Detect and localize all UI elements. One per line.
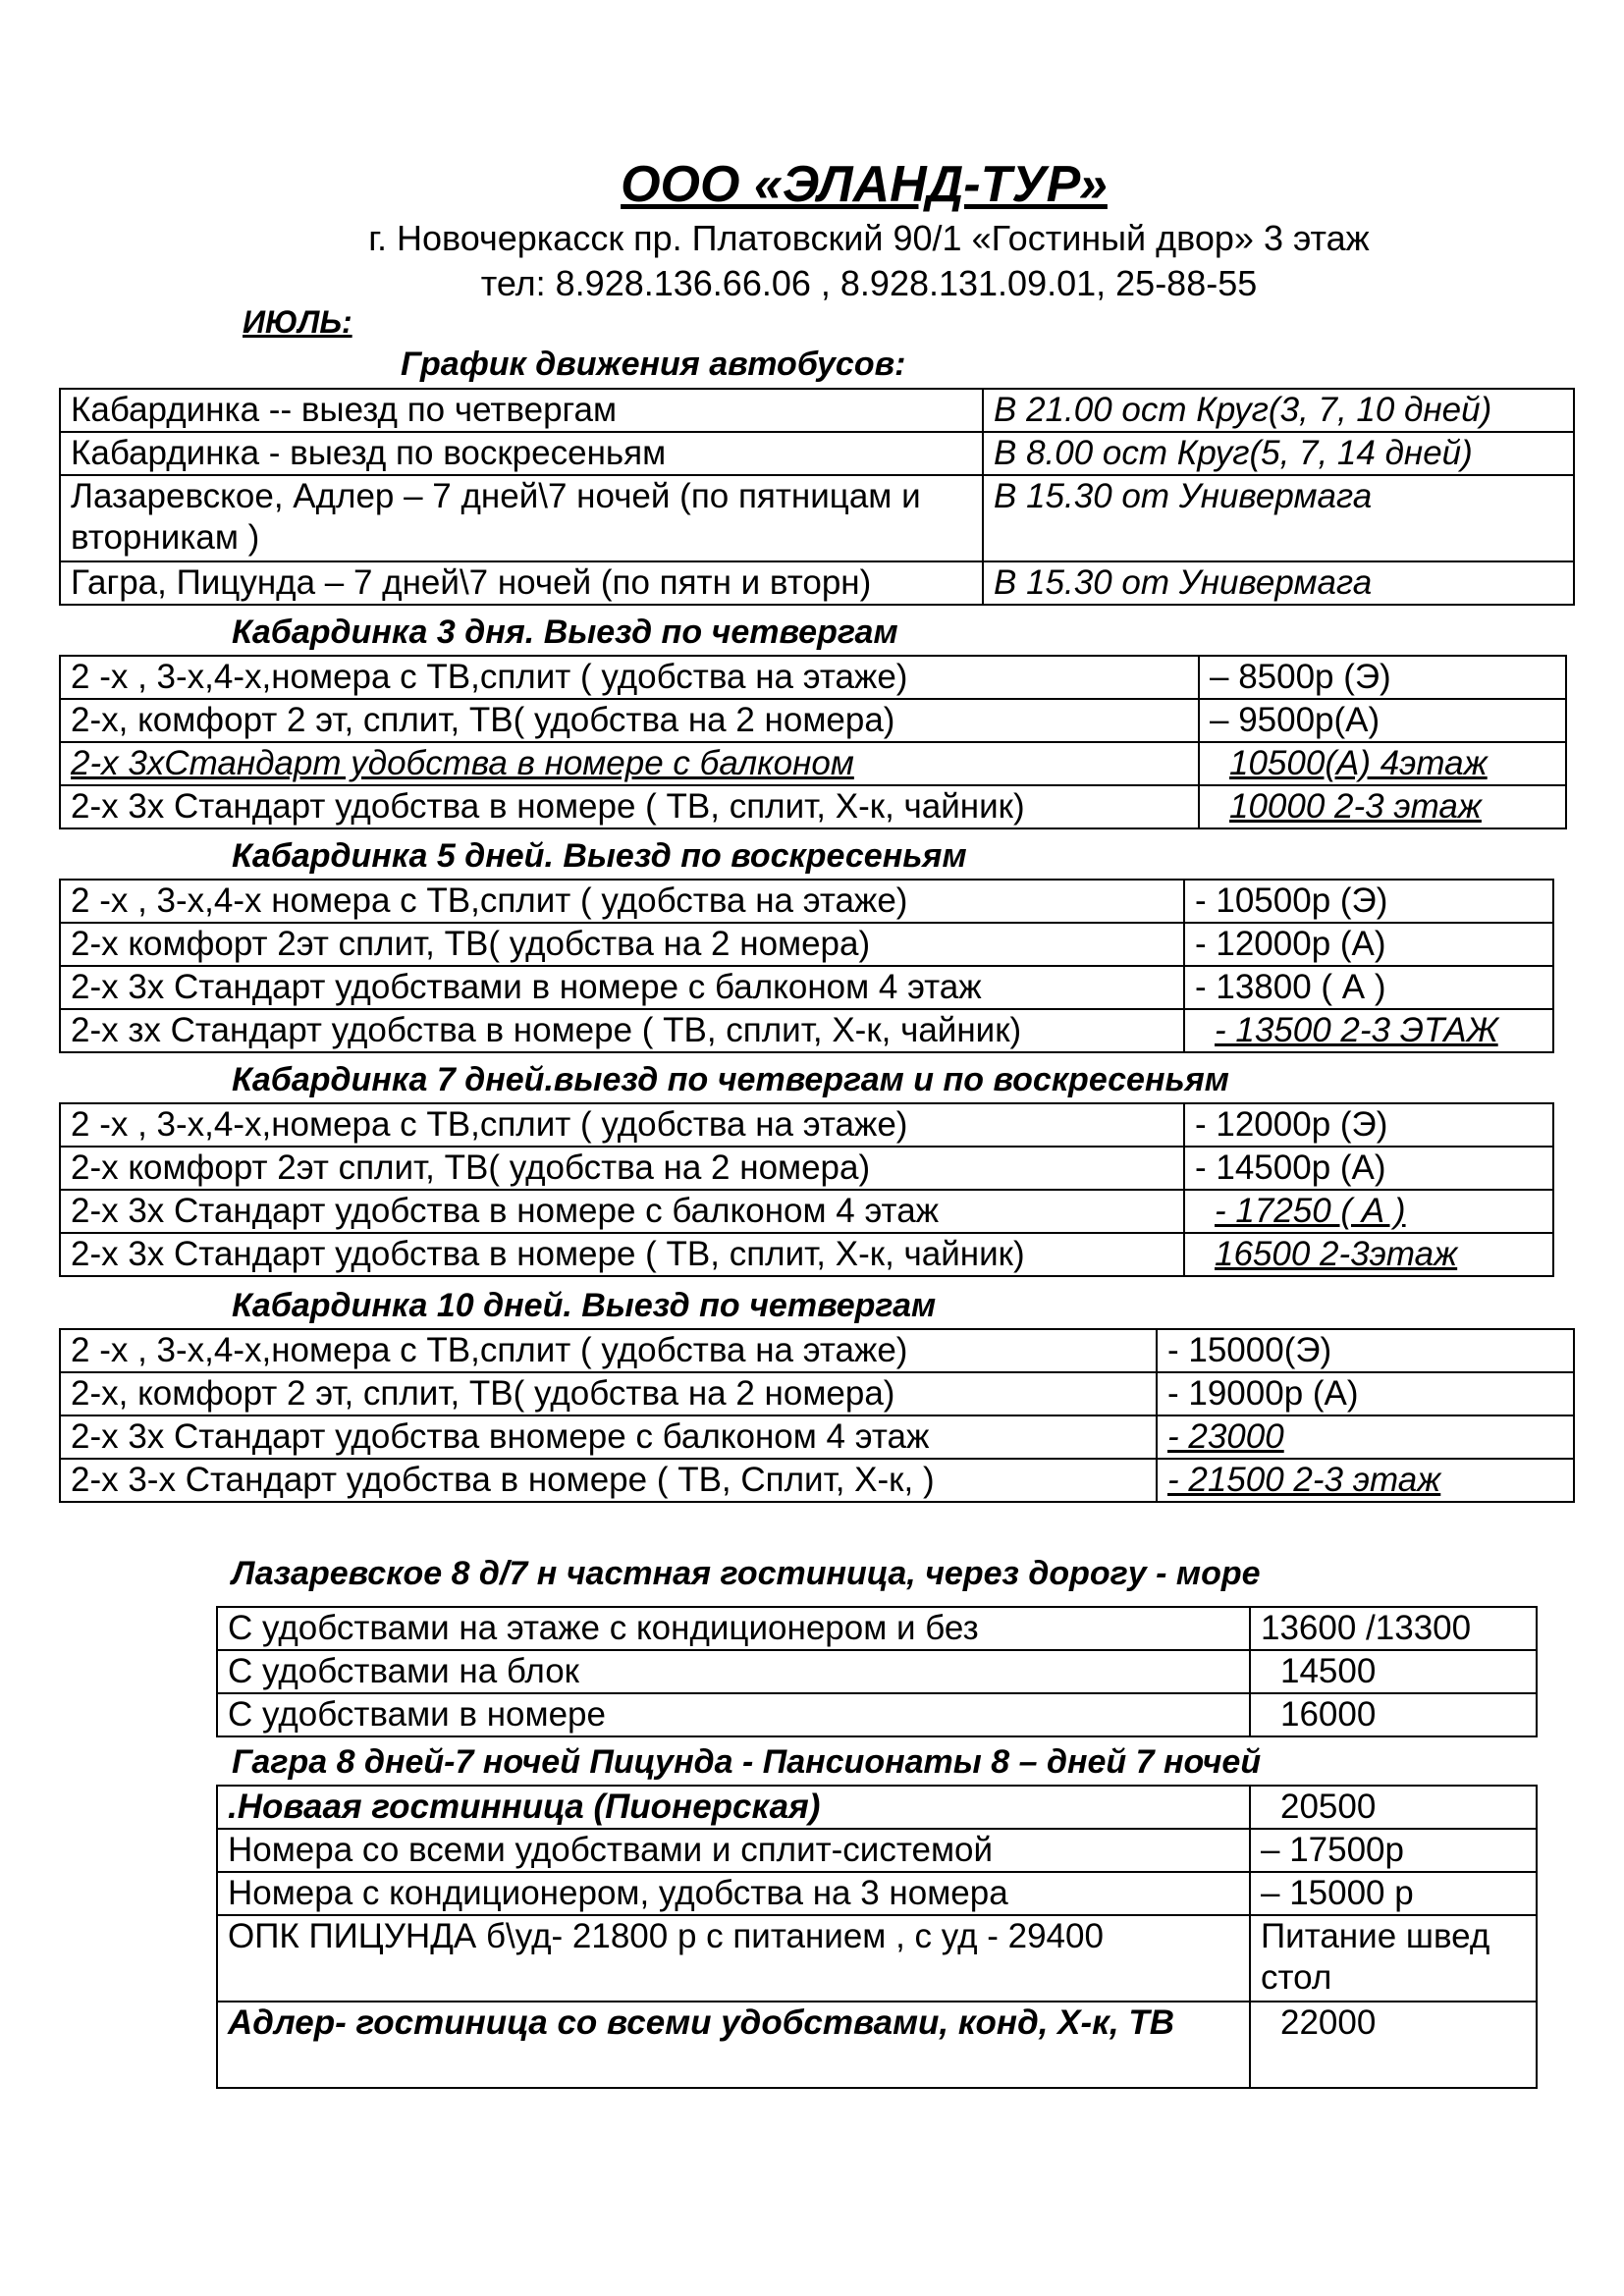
table-row [60,1459,1574,1502]
room-cell: 2-х, комфорт 2 эт, сплит, ТВ( удобства на 2 номера) [60,699,1199,742]
section-title-kab5: Кабардинка 5 дней. Выезд по воскресеньям [232,837,967,875]
price-cell: – 15000 р [1250,1872,1537,1915]
price-cell: - 17250 ( А ) [1184,1190,1553,1233]
price-cell: 16000 [1250,1693,1537,1736]
table-row [60,1415,1574,1459]
schedule-title: График движения автобусов: [401,346,906,383]
table-row [60,1372,1574,1415]
room-cell: 2-х комфорт 2эт сплит, ТВ( удобства на 2 номера) [60,1147,1184,1190]
table-row [217,1829,1537,1872]
table-row [60,742,1566,785]
table-row [217,1915,1537,2002]
room-cell: 2-х 3хСтандарт удобства в номере с балконом [60,742,1199,785]
price-cell: 10500(А) 4этаж [1199,742,1566,785]
price-table-kab5 [59,879,1554,1053]
time-cell: В 8.00 ост Круг(5, 7, 14 дней) [983,432,1574,475]
section-title-kab7: Кабардинка 7 дней.выезд по четвергам и по воскресеньям [232,1061,1229,1098]
table-row [217,1650,1537,1693]
price-table-kab3 [59,655,1567,829]
table-row [60,966,1553,1009]
price-cell: 14500 [1250,1650,1537,1693]
time-cell: В 15.30 от Универмага [983,475,1574,561]
price-cell: - 12000р (А) [1184,923,1553,966]
room-cell: 2-х 3х Стандарт удобства в номере с балконом 4 этаж [60,1190,1184,1233]
price-table-gagra [216,1785,1538,2089]
table-row [60,923,1553,966]
price-cell: – 17500р [1250,1829,1537,1872]
table-row [60,561,1574,605]
schedule-table [59,388,1575,606]
time-cell: В 15.30 от Универмага [983,561,1574,605]
price-cell: – 9500р(А) [1199,699,1566,742]
price-cell: 13600 /13300 [1250,1607,1537,1650]
room-cell: 2 -х , 3-х,4-х номера с ТВ,сплит ( удобства на этаже) [60,880,1184,923]
price-cell: 16500 2-3этаж [1184,1233,1553,1276]
price-cell: - 10500р (Э) [1184,880,1553,923]
company-title: ООО «ЭЛАНД-ТУР» [621,156,1108,213]
price-table-kab7 [59,1102,1554,1277]
price-cell: - 15000(Э) [1157,1329,1574,1372]
table-row [60,1009,1553,1052]
price-cell: - 23000 [1157,1415,1574,1459]
price-cell: – 8500р (Э) [1199,656,1566,699]
price-cell: 20500 [1250,1786,1537,1829]
table-row [217,1693,1537,1736]
table-row [217,1786,1537,1829]
table-row [60,785,1566,828]
price-cell: - 21500 2-3 этаж [1157,1459,1574,1502]
table-row [60,880,1553,923]
price-cell: 10000 2-3 этаж [1199,785,1566,828]
room-cell: 2-х, комфорт 2 эт, сплит, ТВ( удобства на 2 номера) [60,1372,1157,1415]
price-cell: - 13500 2-3 ЭТАЖ [1184,1009,1553,1052]
room-cell: ОПК ПИЦУНДА б\уд- 21800 р с питанием , с уд - 29400 [217,1915,1250,2002]
route-cell: Кабардинка - выезд по воскресеньям [60,432,983,475]
table-row [60,699,1566,742]
room-cell: С удобствами в номере [217,1693,1250,1736]
room-cell: Адлер- гостиница со всеми удобствами, конд, Х-к, ТВ [217,2002,1250,2088]
room-cell: 2-х 3-х Стандарт удобства в номере ( ТВ, Сплит, Х-к, ) [60,1459,1157,1502]
room-cell: С удобствами на блок [217,1650,1250,1693]
room-cell: 2-х 3х Стандарт удобства вномере с балконом 4 этаж [60,1415,1157,1459]
room-cell: 2-х 3х Стандарт удобства в номере ( ТВ, сплит, Х-к, чайник) [60,785,1199,828]
table-row [60,1329,1574,1372]
room-cell: Номера со всеми удобствами и сплит-системой [217,1829,1250,1872]
room-cell: 2-х 3х Стандарт удобствами в номере с балконом 4 этаж [60,966,1184,1009]
room-cell: Номера с кондиционером, удобства на 3 номера [217,1872,1250,1915]
section-title-gagra: Гагра 8 дней-7 ночей Пицунда - Пансионаты 8 – дней 7 ночей [232,1743,1262,1781]
table-row [217,2002,1537,2088]
price-cell: 22000 [1250,2002,1537,2088]
section-title-lazarevskoe: Лазаревское 8 д/7 н частная гостиница, через дорогу - море [232,1555,1261,1592]
section-title-kab3: Кабардинка 3 дня. Выезд по четвергам [232,614,898,651]
room-cell: 2 -х , 3-х,4-х,номера с ТВ,сплит ( удобства на этаже) [60,1103,1184,1147]
table-row [60,1190,1553,1233]
table-row [217,1607,1537,1650]
table-row [217,1872,1537,1915]
table-row [60,1147,1553,1190]
room-cell: .Новаая гостинница (Пионерская) [217,1786,1250,1829]
table-row [60,389,1574,432]
route-cell: Гагра, Пицунда – 7 дней\7 ночей (по пятн и вторн) [60,561,983,605]
table-row [60,432,1574,475]
price-cell: - 13800 ( А ) [1184,966,1553,1009]
room-cell: 2 -х , 3-х,4-х,номера с ТВ,сплит ( удобства на этаже) [60,1329,1157,1372]
table-row [60,1103,1553,1147]
table-row [60,1233,1553,1276]
price-table-lazarevskoe [216,1606,1538,1737]
month-label: ИЮЛЬ: [243,304,352,340]
table-row [60,475,1574,561]
room-cell: 2-х комфорт 2эт сплит, ТВ( удобства на 2 номера) [60,923,1184,966]
price-cell: Питание швед стол [1250,1915,1537,2002]
price-table-kab10 [59,1328,1575,1503]
company-phones: тел: 8.928.136.66.06 , 8.928.131.09.01, 25-88-55 [480,263,1258,303]
price-cell: - 19000р (А) [1157,1372,1574,1415]
route-cell: Лазаревское, Адлер – 7 дней\7 ночей (по пятницам и вторникам ) [60,475,983,561]
room-cell: 2-х зх Стандарт удобства в номере ( ТВ, сплит, Х-к, чайник) [60,1009,1184,1052]
room-cell: 2-х 3х Стандарт удобства в номере ( ТВ, сплит, Х-к, чайник) [60,1233,1184,1276]
company-address: г. Новочеркасск пр. Платовский 90/1 «Гостиный двор» 3 этаж [368,218,1370,258]
price-cell: - 12000р (Э) [1184,1103,1553,1147]
price-cell: - 14500р (А) [1184,1147,1553,1190]
room-cell: 2 -х , 3-х,4-х,номера с ТВ,сплит ( удобства на этаже) [60,656,1199,699]
time-cell: В 21.00 ост Круг(3, 7, 10 дней) [983,389,1574,432]
table-row [60,656,1566,699]
route-cell: Кабардинка -- выезд по четвергам [60,389,983,432]
room-cell: С удобствами на этаже с кондиционером и без [217,1607,1250,1650]
section-title-kab10: Кабардинка 10 дней. Выезд по четвергам [232,1287,937,1324]
